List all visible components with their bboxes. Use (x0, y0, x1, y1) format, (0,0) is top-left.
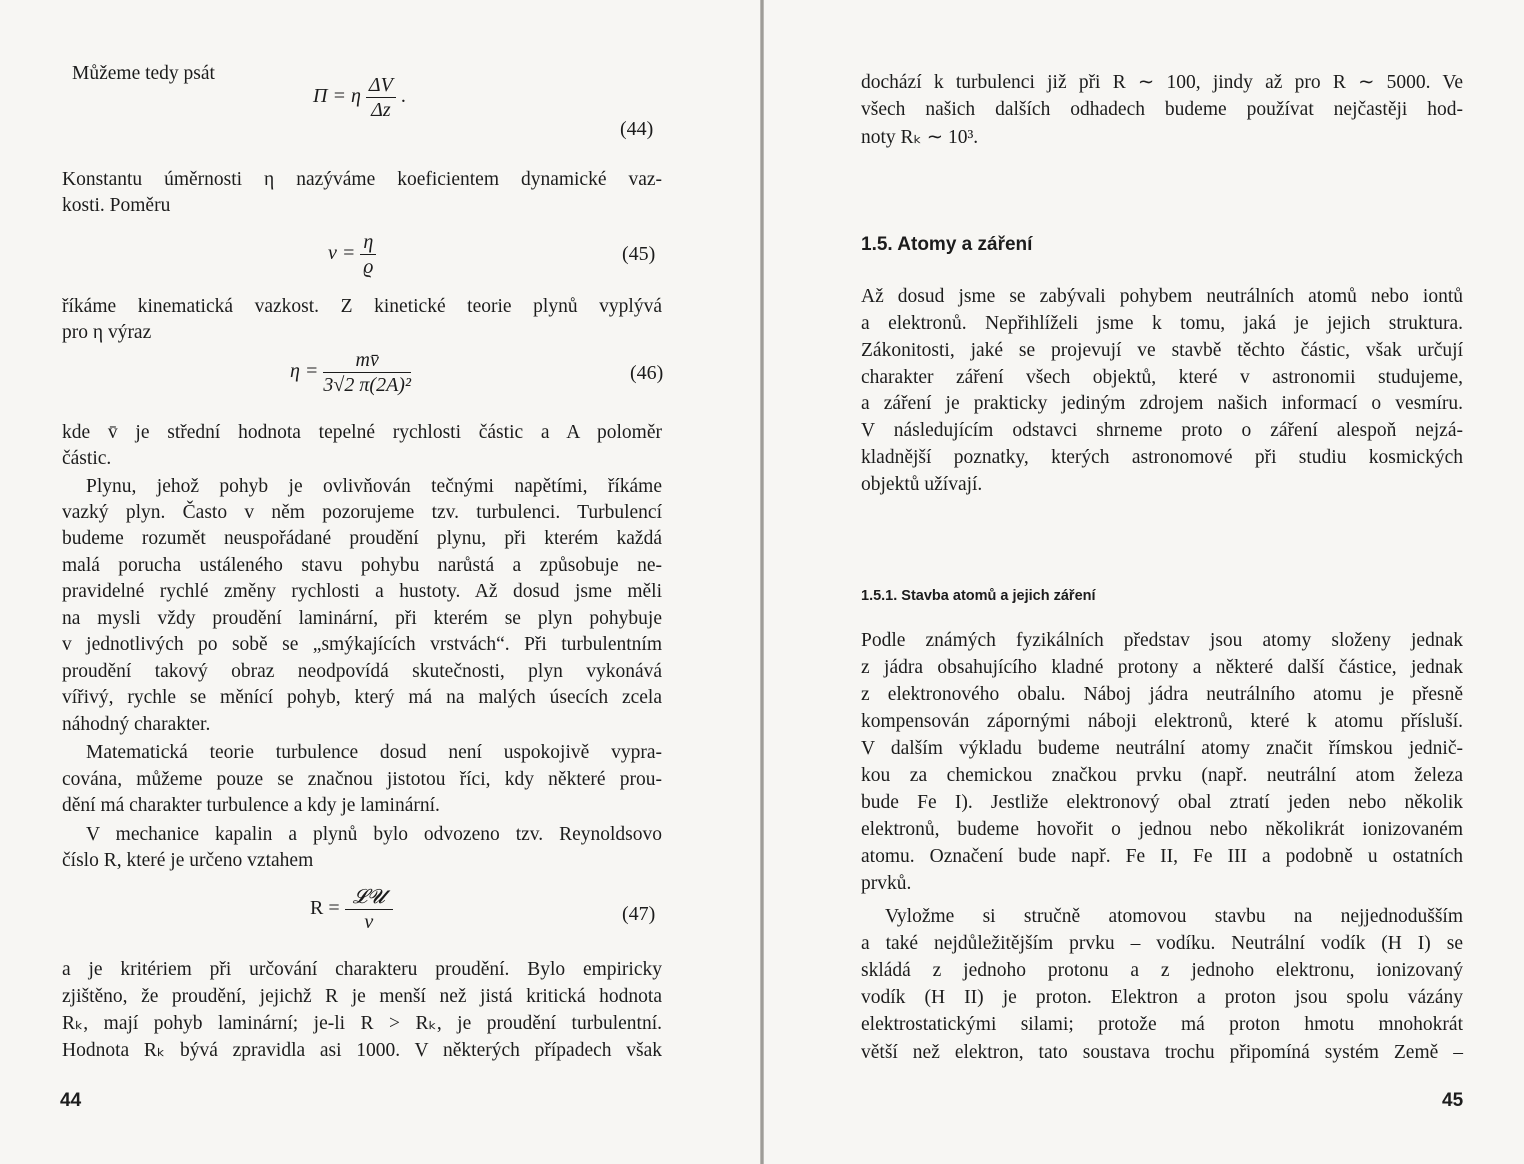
para5-line-2: cována, můžeme pouze se značnou jistotou říci, kdy některé prou- (62, 769, 662, 790)
para-intro-line-5: a záření je prakticky jediným zdrojem našich informací o vesmíru. (861, 393, 1463, 414)
para5-line-1: Matematická teorie turbulence dosud není uspokojivě vypra- (86, 742, 662, 763)
eq47-lhs: R = (310, 897, 340, 920)
para-atoms-line-1: Podle známých fyzikálních představ jsou atomy složeny jednak (861, 630, 1463, 651)
para3-line-2: částic. (62, 448, 112, 469)
para4-line-6: na mysli vždy proudění laminární, při kterém se plyn pohybuje (62, 608, 662, 629)
para4-line-8: proudění takový obraz neodpovídá skutečnosti, plyn vykonává (62, 661, 662, 682)
eq47-fraction (345, 885, 393, 934)
para6-line-1: V mechanice kapalin a plynů bylo odvozeno tzv. Reynoldsovo (86, 824, 662, 845)
para-top-line-2: všech našich dalších odhadech budeme používat nejčastěji hod- (861, 99, 1463, 120)
para-hydrogen-line-2: a také nejdůležitějším prvku – vodíku. Neutrální vodík (H I) se (861, 933, 1463, 954)
para-intro-line-6: V následujícím odstavci shrneme proto o záření alespoň nejzá- (861, 420, 1463, 441)
para-hydrogen-line-6: větší než elektron, tato soustava trochu připomíná systém Země – (861, 1042, 1463, 1063)
para4-line-2: vazký plyn. Často v něm pozorujeme tzv. turbulenci. Turbulencí (62, 502, 662, 523)
eq46-numerator: mv̄ (323, 348, 411, 373)
para-intro-line-4: charakter záření všech objektů, které v astronomii studujeme, (861, 367, 1463, 388)
eq45-lhs: ν = (328, 242, 356, 265)
eq45-numerator: η (360, 230, 376, 255)
para4-line-7: v jednotlivých po sobě se „smýkajících vrstvách“. Při turbulentním (62, 634, 662, 655)
para-hydrogen-line-4: vodík (H II) je proton. Elektron a proton jsou spolu vázány (861, 987, 1463, 1008)
para-hydrogen-line-5: elektrostatickými silami; protože má proton hmotu mnohokrát (861, 1014, 1463, 1035)
para-hydrogen-line-3: skládá z jednoho protonu a z jednoho elektronu, ionizovaný (861, 960, 1463, 981)
para-atoms-line-9: atomu. Označení bude např. Fe II, Fe III a podobně u ostatních (861, 846, 1463, 867)
para7-line-2: zjištěno, že proudění, jejichž R je menší než jistá kritická hodnota (62, 986, 662, 1007)
equation-46 (290, 348, 411, 397)
para-atoms-line-10: prvků. (861, 873, 912, 894)
para5-line-3: dění má charakter turbulence a kdy je laminární. (62, 795, 440, 816)
para4-line-10: náhodný charakter. (62, 714, 211, 735)
para-atoms-line-2: z jádra obsahujícího kladné protony a některé další částice, jednak (861, 657, 1463, 678)
eq45-fraction (360, 230, 376, 279)
para4-line-1: Plynu, jehož pohyb je ovlivňován tečnými napětími, říkáme (86, 476, 662, 497)
para-atoms-line-7: bude Fe I). Jestliže elektronový obal ztratí jeden nebo několik (861, 792, 1463, 813)
equation-number-45: (45) (622, 243, 656, 265)
eq44-denominator: Δz (371, 99, 391, 121)
eq46-lhs: η = (290, 360, 319, 383)
equation-45 (328, 230, 376, 279)
right-page (764, 0, 1524, 1164)
eq44-numerator: ΔV (366, 73, 396, 98)
equation-number-46: (46) (630, 362, 664, 384)
equation-number-44: (44) (620, 118, 654, 140)
para7-line-4: Hodnota Rₖ bývá zpravidla asi 1000. V některých případech však (62, 1040, 662, 1061)
para4-line-9: vířivý, rychle se měnící pohyb, který má na malých úsecích zcela (62, 687, 662, 708)
para-hydrogen-line-1: Vyložme si stručně atomovou stavbu na nejjednodušším (885, 906, 1463, 927)
eq46-fraction (323, 348, 411, 397)
para4-line-3: budeme rozumět neuspořádané proudění plynu, při kterém každá (62, 528, 662, 549)
section-heading: 1.5. Atomy a záření (861, 234, 1033, 255)
para-intro-line-8: objektů užívají. (861, 474, 983, 495)
eq44-tail: . (400, 85, 406, 108)
eq45-denominator: ϱ (363, 256, 374, 278)
para-atoms-line-8: elektronů, budeme hovořit o jednou nebo několikrát ionizovaném (861, 819, 1463, 840)
eq47-numerator: 𝓛𝓤 (345, 885, 393, 910)
para2-line-1: říkáme kinematická vazkost. Z kinetické teorie plynů vyplývá (62, 296, 662, 317)
para-top-line-1: dochází k turbulenci již při R ∼ 100, jindy až pro R ∼ 5000. Ve (861, 72, 1463, 93)
para1-line-1: Konstantu úměrnosti η nazýváme koeficientem dynamické vaz- (62, 169, 662, 190)
para7-line-1: a je kritériem při určování charakteru proudění. Bylo empiricky (62, 959, 662, 980)
page-number-left: 44 (60, 1090, 82, 1111)
para-intro-line-1: Až dosud jsme se zabývali pohybem neutrálních atomů nebo iontů (861, 286, 1463, 307)
eq44-fraction (366, 73, 396, 122)
para3-line-1: kde v̄ je střední hodnota tepelné rychlosti částic a A poloměr (62, 422, 662, 443)
para4-line-4: malá porucha ustáleného stavu pohybu narůstá a způsobuje ne- (62, 555, 662, 576)
intro-line: Můžeme tedy psát (72, 63, 215, 84)
para1-line-2: kosti. Poměru (62, 195, 171, 216)
para-intro-line-2: a elektronů. Nepřihlíželi jsme k tomu, jaká je jejich struktura. (861, 313, 1463, 334)
para-atoms-line-6: kou za chemickou značkou prvku (např. neutrální atom železa (861, 765, 1463, 786)
page-number-right: 45 (1442, 1090, 1464, 1111)
eq44-lhs: Π = η (313, 85, 361, 108)
eq47-denominator: ν (364, 911, 374, 933)
para7-line-3: Rₖ, mají pohyb laminární; je-li R > Rₖ, je proudění turbulentní. (62, 1013, 662, 1034)
para2-line-2: pro η výraz (62, 322, 152, 343)
equation-44 (313, 73, 406, 122)
para-intro-line-3: Zákonitosti, jaké se projevují ve stavbě těchto částic, však určují (861, 340, 1463, 361)
equation-number-47: (47) (622, 903, 656, 925)
para6-line-2: číslo R, které je určeno vztahem (62, 850, 314, 871)
eq46-denominator: 3√2 π(2A)² (323, 374, 411, 396)
para-intro-line-7: kladnější poznatky, kterých astronomové při studiu kosmických (861, 447, 1463, 468)
equation-47 (310, 885, 393, 934)
subsection-heading: 1.5.1. Stavba atomů a jejich záření (861, 588, 1096, 604)
para-atoms-line-3: z elektronového obalu. Náboj jádra neutrálního atomu je přesně (861, 684, 1463, 705)
para-top-line-3: noty Rₖ ∼ 10³. (861, 127, 979, 148)
para4-line-5: pravidelné rychlé změny rychlosti a hustoty. Až dosud jsme měli (62, 581, 662, 602)
para-atoms-line-5: V dalším výkladu budeme neutrální atomy značit římskou jednič- (861, 738, 1463, 759)
para-atoms-line-4: kompensován zápornými náboji elektronů, které k atomu přísluší. (861, 711, 1463, 732)
